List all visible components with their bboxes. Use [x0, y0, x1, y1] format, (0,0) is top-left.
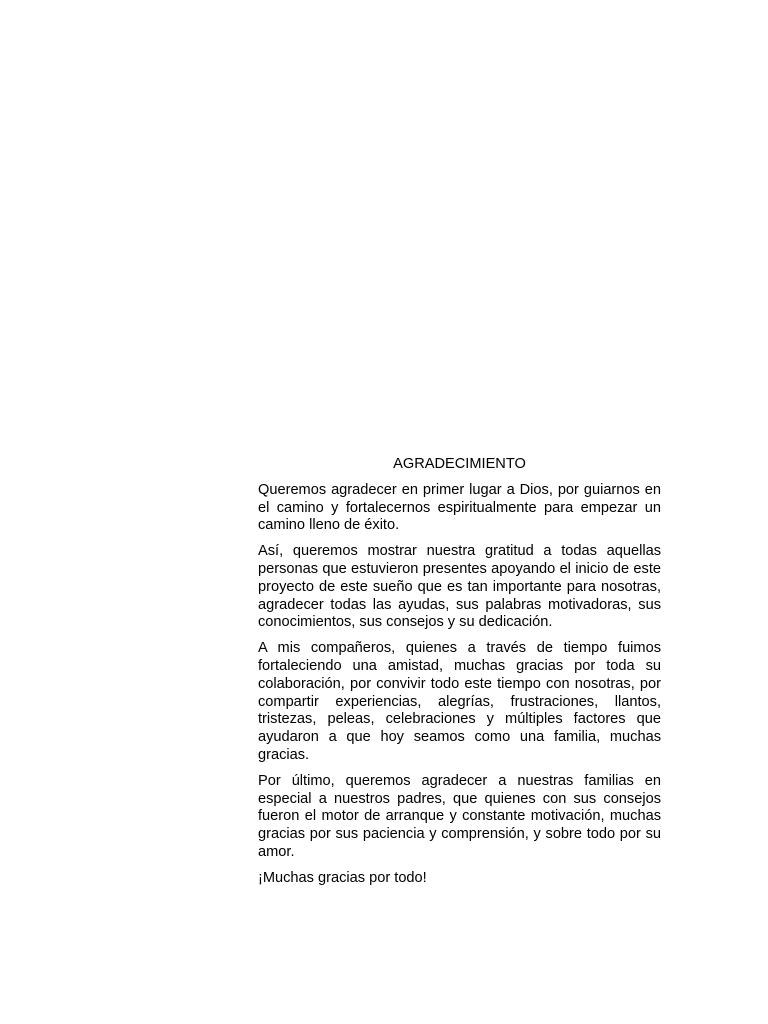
page-title: AGRADECIMIENTO [393, 456, 526, 472]
paragraph-supporters: Así, queremos mostrar nuestra gratitud a todas aquellas personas que estuvieron presentes apoyando el inicio de este proyecto de este sueño que es tan importante para nosotras, agradecer todas las ayudas, sus palabras motivadoras, sus conocimientos, sus consejos y su dedicación. [258, 543, 661, 631]
acknowledgements-section [258, 456, 661, 888]
paragraph-god: Queremos agradecer en primer lugar a Dios, por guiarnos en el camino y fortalecernos espiritualmente para empezar un camino lleno de éxito. [258, 481, 661, 534]
paragraph-classmates: A mis compañeros, quienes a través de tiempo fuimos fortaleciendo una amistad, muchas gracias por toda su colaboración, por convivir todo este tiempo con nosotras, por compartir experiencias, alegrías, frustraciones, llantos, tristezas, peleas, celebraciones y múltiples factores que ayudaron a que hoy seamos como una familia, muchas gracias. [258, 640, 661, 763]
paragraph-families: Por último, queremos agradecer a nuestras familias en especial a nuestros padres, que quienes con sus consejos fueron el motor de arranque y constante motivación, muchas gracias por sus paciencia y comprensión, y sobre todo por su amor. [258, 772, 661, 860]
paragraph-closing: ¡Muchas gracias por todo! [258, 869, 427, 886]
